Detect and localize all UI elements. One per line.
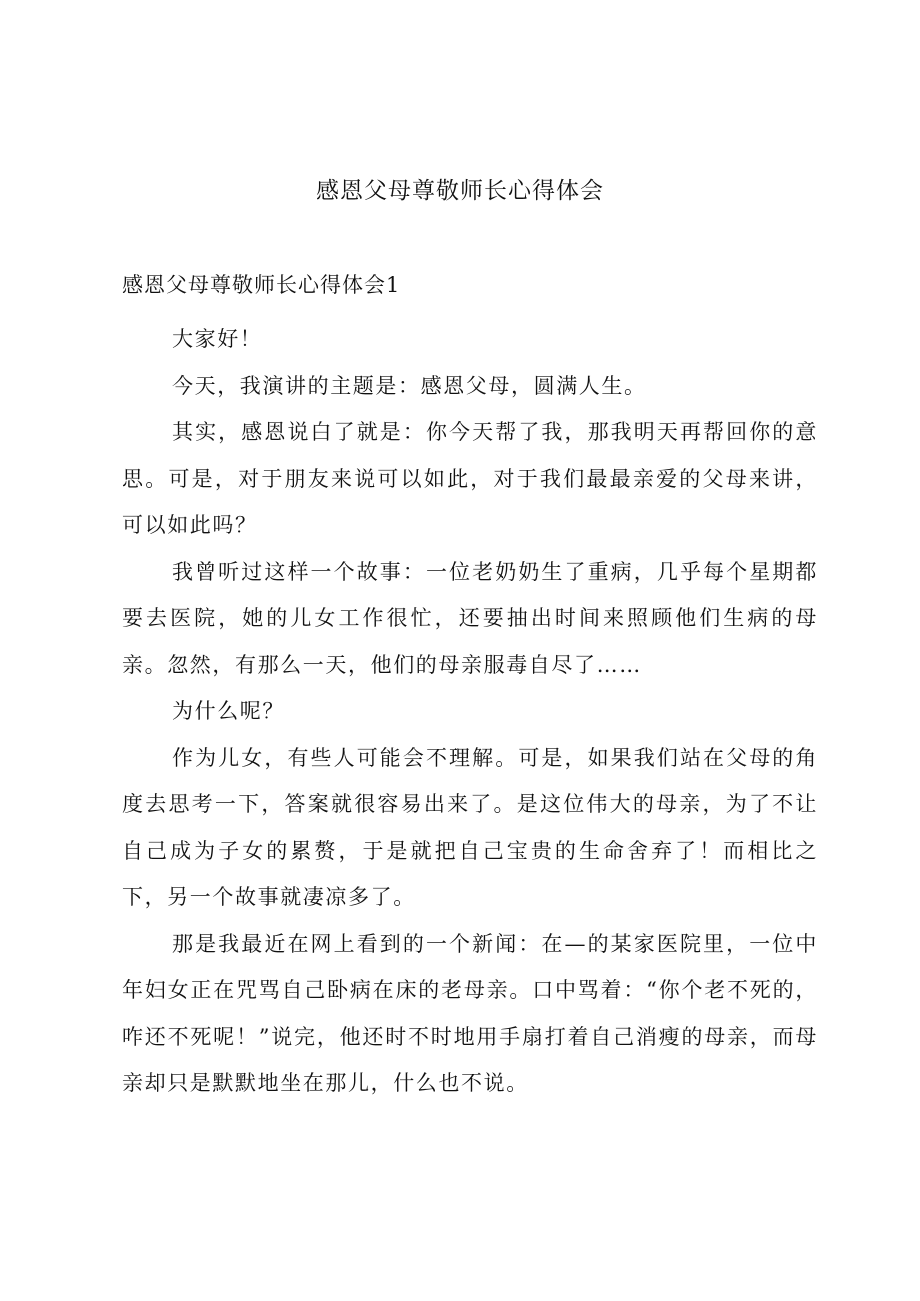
paragraph-reflection: 作为儿女，有些人可能会不理解。可是，如果我们站在父母的角度去思考一下，答案就很容易出来了。是这位伟大的母亲，为了不让自己成为子女的累赘，于是就把自己宝贵的生命舍弃了！而相比之下，另一个故事就凄凉多了。 [122,745,818,909]
document-title: 感恩父母尊敬师长心得体会 [316,178,604,204]
paragraph-second-story: 那是我最近在网上看到的一个新闻：在—的某家医院里，一位中年妇女正在咒骂自己卧病在床的老母亲。口中骂着：“你个老不死的，咋还不死呢！”说完，他还时不时地用手扇打着自己消瘦的母亲，而母亲却只是默默地坐在那儿，什么也不说。 [122,931,818,1095]
paragraph-topic: 今天，我演讲的主题是：感恩父母，圆满人生。 [172,373,647,398]
paragraph-question: 为什么呢？ [172,699,285,723]
document-body [122,316,818,1107]
section-heading: 感恩父母尊敬师长心得体会1 [122,273,401,297]
paragraph-greeting: 大家好！ [172,327,263,351]
paragraph-gratitude-meaning: 其实，感恩说白了就是：你今天帮了我，那我明天再帮回你的意思。可是，对于朋友来说可以如此，对于我们最最亲爱的父母来讲，可以如此吗？ [122,420,818,537]
paragraph-first-story: 我曾听过这样一个故事：一位老奶奶生了重病，几乎每个星期都要去医院，她的儿女工作很忙，还要抽出时间来照顾他们生病的母亲。忽然，有那么一天，他们的母亲服毒自尽了…… [122,559,818,677]
